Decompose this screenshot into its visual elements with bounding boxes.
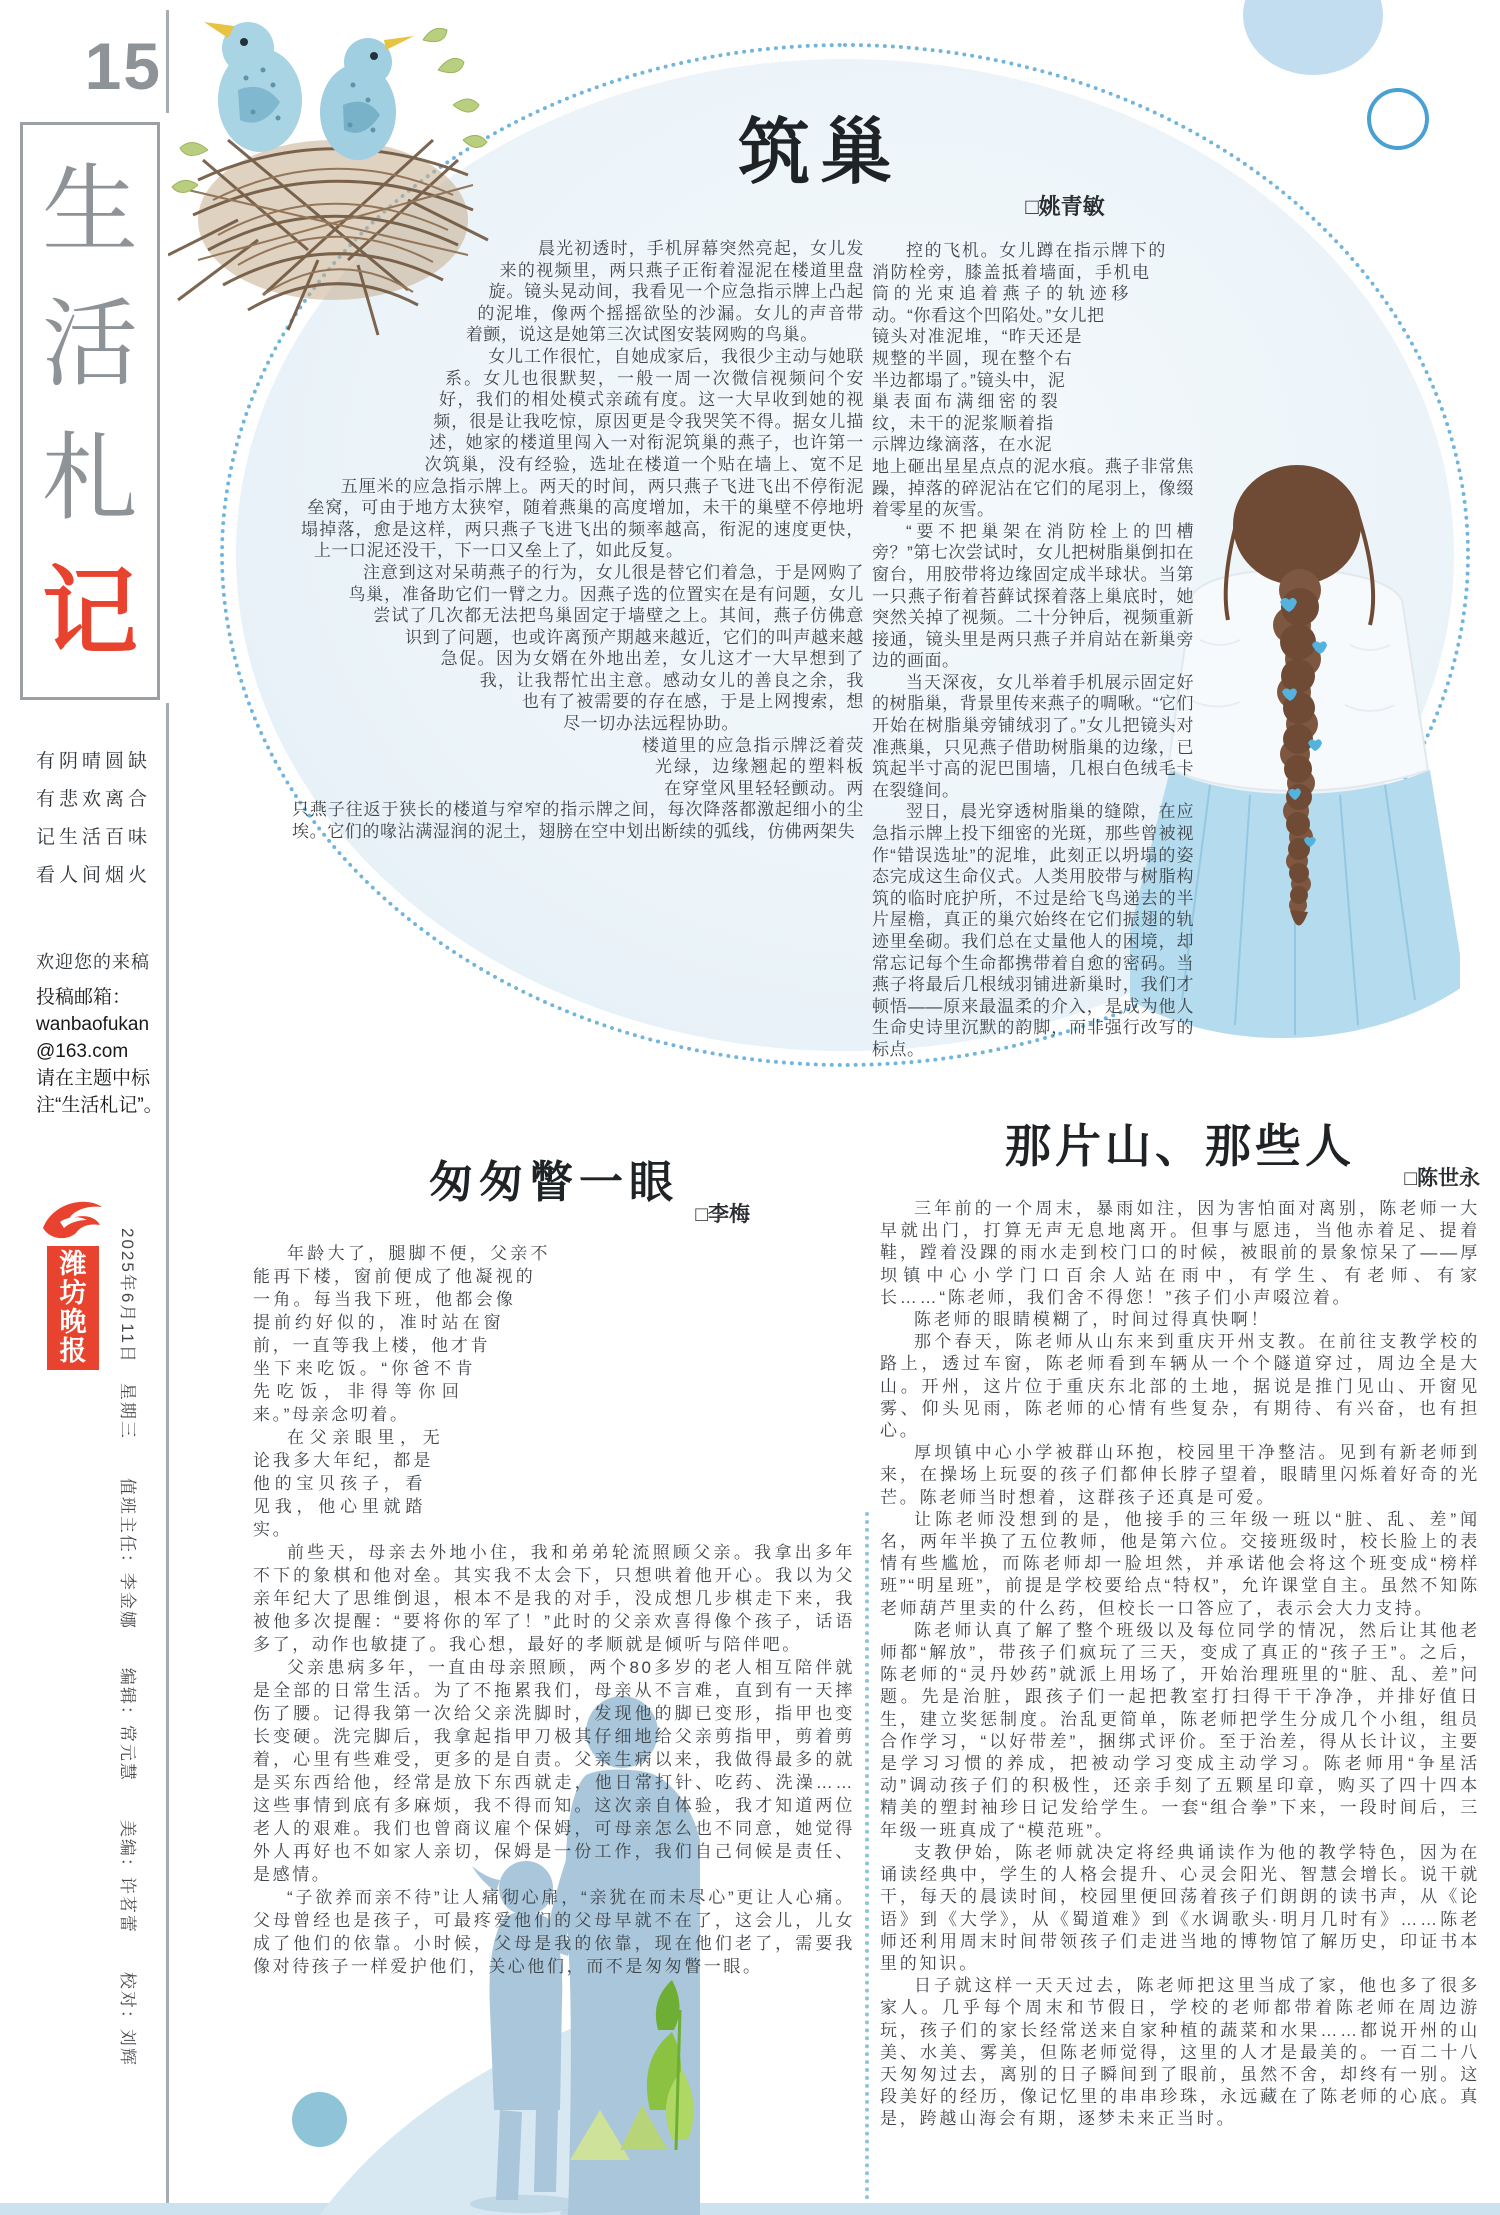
contribution-line: 注“生活札记”。 [36,1095,163,1116]
section-title-box [20,122,160,700]
article2-body [253,1242,855,2028]
article3-author: □陈世永 [1404,1167,1480,1190]
paragraph: 让陈老师没想到的是，他接手的三年级一班以“脏、乱、差”闻名，两年半换了五位教师，他是第六位。交接班级时，校长脸上的表情有些尴尬，而陈老师却一脸坦然，并承诺他会将这个班变成“榜样班”“明星班”，前提是学校要给点“特权”，允许课堂自主。虽然不知陈老师葫芦里卖的什么药，但校长一口答应了，表示会大力支持。 [880,1509,1480,1618]
slogan-line: 有悲欢离合 [36,788,152,810]
article1-author: □姚青敏 [1025,194,1105,219]
welcome-note: 欢迎您的来稿 [36,952,150,973]
decor-blue-ring [1367,88,1429,150]
article1-column2 [872,240,1194,1070]
brand-char: 晚 [59,1307,87,1338]
page-number: 15 [84,29,162,103]
contribution-info [36,984,168,1119]
contribution-line: 投稿邮箱： [36,987,132,1008]
paragraph: “要不把巢架在消防栓上的凹槽旁？”第七次尝试时，女儿把树脂巢倒扣在窗台，用胶带将边缘固定成半球状。当第一只燕子衔着苔藓试探着落上巢底时，她突然关掉了视频。二十分钟后，视频重新接通，镜头里是两只燕子并肩站在新巢旁边的画面。 [872,521,1194,671]
brand-char: 坊 [59,1278,87,1309]
paragraph: 楼道里的应急指示牌泛着荧光绿，边缘翘起的塑料板在穿堂风里轻轻颤动。两只燕子往返于狭长的楼道与窄窄的指示牌之间，每次降落都激起细小的尘埃。它们的喙沾满湿润的泥土，翅膀在空中划出断续的弧线，仿佛两架失 [292,735,864,842]
slogan-line: 看人间烟火 [36,864,152,886]
article3-body [880,1198,1480,2208]
girl-hair [1233,465,1361,585]
bird-left-icon [204,22,302,152]
contribution-email-1: wanbaofukan [36,1014,150,1035]
article1-column1 [292,238,864,1060]
paragraph: 陈老师的眼睛模糊了，时间过得真快啊！ [914,1310,1271,1330]
paragraph: 注意到这对呆萌燕子的行为，女儿很是替它们着急，于是网购了鸟巢，准备助它们一臂之力。因燕子选的位置实在是有问题，女儿尝试了几次都无法把鸟巢固定于墙壁之上。其间，燕子仿佛意识到了问题，也或许离预产期越来越近，它们的叫声越来越急促。因为女婿在外地出差，女儿这才一大早想到了我，让我帮忙出主意。感动女儿的善良之余，我也有了被需要的存在感，于是上网搜索，想尽一切办法远程协助。 [348,562,864,734]
date-and-staff-credits: 2025年6月11日 星期三 值班主任：李金娜 编辑：常元慧 美编：许茗蕾 校对：刘辉 [118,1228,137,2067]
article2-author: □李梅 [695,1203,750,1226]
contribution-line: 请在主题中标 [36,1068,151,1089]
section-char: 生 [42,154,138,266]
paragraph: 日子就这样一天天过去，陈老师把这里当成了家，他也多了很多家人。几乎每个周末和节假日，学校的老师都带着陈老师在周边游玩，孩子们的家长经常送来自家种植的蔬菜和水果……都说开州的山美、水美、雾美，但陈老师觉得，这里的人才是最美的。一百二十八天匆匆过去，离别的日子瞬间到了眼前，虽然不舍，却终有一别。这段美好的经历，像记忆里的串串珍珠，永远藏在了陈老师的心底。真是，跨越山海会有期，逐梦未来正当时。 [880,1976,1480,2129]
bird-right-icon [320,36,414,160]
paragraph: 当天深夜，女儿举着手机展示固定好的树脂巢，背景里传来燕子的啁啾。“它们开始在树脂巢旁铺绒羽了。”女儿把镜头对准燕巢，只见燕子借助树脂巢的边缘，已筑起半寸高的泥巴围墙，几根白色绒毛卡在裂缝间。 [872,672,1194,800]
brand-logo-icon [40,1194,104,1244]
paragraph: 三年前的一个周末，暴雨如注，因为害怕面对离别，陈老师一大早就出门，打算无声无息地离开。但事与愿违，当他赤着足、提着鞋，蹚着没踝的雨水走到校门口的时候，被眼前的景象惊呆了——厚坝镇中心小学门口百余人站在雨中，有学生、有老师、有家长……“陈老师，我们舍不得您！”孩子们小声啜泣着。 [880,1199,1480,1307]
paragraph: “子欲养而亲不待”让人痛彻心扉，“亲犹在而未尽心”更让人心痛。父母曾经也是孩子，可最疼爱他们的父母早就不在了，这会儿，儿女成了他们的依靠。小时候，父母是我的依靠，现在他们老了，需要我像对待孩子一样爱护他们，关心他们，而不是匆匆瞥一眼。 [253,1888,855,1976]
section-char: 活 [42,288,138,400]
paragraph: 支教伊始，陈老师就决定将经典诵读作为他的教学特色，因为在诵读经典中，学生的人格会提升、心灵会阳光、智慧会增长。说干就干，每天的晨读时间，校园里便回荡着孩子们朗朗的读书声，从《论语》到《大学》，从《蜀道难》到《水调歌头·明月几时有》……陈老师还利用周末时间带领孩子们走进当地的博物馆了解历史，印证书本里的知识。 [880,1842,1480,1973]
brand-name-box [47,1246,99,1370]
paragraph: 晨光初透时，手机屏幕突然亮起，女儿发来的视频里，两只燕子正衔着湿泥在楼道里盘旋。镜头晃动间，我看见一个应急指示牌上凸起的泥堆，像两个摇摇欲坠的沙漏。女儿的声音带着颤，说这是她第三次试图安装网购的鸟巢。 [465,239,864,345]
divider-line-top [166,10,169,113]
article3-title: 那片山、那些人 [1005,1120,1355,1172]
contribution-email-2: @163.com [36,1041,129,1062]
slogan-line: 有阴晴圆缺 [36,750,152,772]
brand-char: 潍 [59,1249,87,1280]
decor-blue-ellipse [1243,0,1383,75]
paragraph: 女儿工作很忙，自她成家后，我很少主动与她联系。女儿也很默契，一般一周一次微信视频问个安好，我们的相处模式亲疏有度。这一大早收到她的视频，很是让我吃惊，原因更是令我哭笑不得。据女儿描述，她家的楼道里闯入一对衔泥筑巢的燕子，也许第一次筑巢，没有经验，选址在楼道一个贴在墙上、宽不足五厘米的应急指示牌上。两天的时间，两只燕子飞进飞出不停衔泥垒窝，可由于地方太狭窄，随着燕巢的高度增加，未干的巢壁不停地坍塌掉落，愈是这样，两只燕子飞进飞出的频率越高，衔泥的速度更快，上一口泥还没干，下一口又垒上了，如此反复。 [300,346,864,561]
paragraph: 控的飞机。女儿蹲在指示牌下的消防栓旁，膝盖抵着墙面，手机电筒的光束追着燕子的轨迹移动。“你看这个凹陷处。”女儿把镜头对准泥堆，“昨天还是规整的半圆，现在整个右半边都塌了。”镜头中，泥巢表面布满细密的裂纹，未干的泥浆顺着指示牌边缘滴落，在水泥地上砸出星星点点的泥水痕。燕子非常焦躁，掉落的碎泥沾在它们的尾羽上，像缀着零星的灰雪。 [872,241,1194,520]
article2-title: 匆匆瞥一眼 [429,1158,679,1207]
paragraph: 前些天，母亲去外地小住，我和弟弟轮流照顾父亲。我拿出多年不下的象棋和他对垒。其实我不太会下，只想哄着他开心。我以为父亲年纪大了思维倒退，根本不是我的对手，没成想几步棋走下来，我被他多次提醒：“要将你的军了！”此时的父亲欢喜得像个孩子，话语多了，动作也敏捷了。我心想，最好的孝顺就是倾听与陪伴吧。 [253,1543,855,1654]
paragraph: 翌日，晨光穿透树脂巢的缝隙，在应急指示牌上投下细密的光斑，那些曾被视作“错误选址”的泥堆，此刻正以坍塌的姿态完成这生命仪式。人类用胶带与树脂构筑的临时庇护所，不过是给飞鸟递去的半片屋檐，真正的巢穴始终在它们振翅的轨迹里垒砌。我们总在丈量他人的困境，却常忘记每个生命都携带着自愈的密码。当燕子将最后几根绒羽铺进新巢时，我们才顿悟——原来最温柔的介入，是成为他人生命史诗里沉默的韵脚，而非强行改写的标点。 [872,802,1194,1059]
paragraph: 厚坝镇中心小学被群山环抱，校园里干净整洁。见到有新老师到来，在操场上玩耍的孩子们都伸长脖子望着，眼睛里闪烁着好奇的光芒。陈老师当时想着，这群孩子还真是可爱。 [880,1443,1480,1507]
section-slogan [36,742,160,894]
article-dotted-divider [865,1512,869,2200]
paragraph: 年龄大了，腿脚不便，父亲不能再下楼，窗前便成了他凝视的一角。每当我下班，他都会像提前约好似的，准时站在窗前，一直等我上楼，他才肯坐下来吃饭。“你爸不肯先吃饭，非得等你回来。”母亲念叨着。 [253,1244,551,1424]
paragraph: 那个春天，陈老师从山东来到重庆开州支教。在前往支教学校的路上，透过车窗，陈老师看到车辆从一个个隧道穿过，周边全是大山。开州，这片位于重庆东北部的土地，据说是推门见山、开窗见雾、仰头见雨，陈老师的心情有些复杂，有期待、有兴奋，也有担心。 [880,1332,1480,1441]
paragraph: 父亲患病多年，一直由母亲照顾，两个80多岁的老人相互陪伴就是全部的日常生活。为了不拖累我们，母亲从不言难，直到有一天摔伤了腰。记得我第一次给父亲洗脚时，发现他的脚已变形，指甲也变长变硬。洗完脚后，我拿起指甲刀极其仔细地给父亲剪指甲，剪着剪着，心里有些难受，更多的是自责。父亲生病以来，我做得最多的就是买东西给他，经常是放下东西就走，他日常打针、吃药、洗澡……这些事情到底有多麻烦，我不得而知。这次亲自体验，我才知道两位老人的艰难。我们也曾商议雇个保姆，可母亲怎么也不同意，她觉得外人再好也不如家人亲切，保姆是一份工作，我们自己伺候是责任、是感情。 [253,1658,855,1884]
paragraph: 陈老师认真了解了整个班级以及每位同学的情况，然后让其他老师都“解放”，带孩子们疯玩了三天，变成了真正的“孩子王”。之后，陈老师的“灵丹妙药”就派上用场了，开始治理班里的“脏、乱、差”问题。先是治脏，跟孩子们一起把教室打扫得干干净净，并排好值日生，建立奖惩制度。治乱更简单，陈老师把学生分成几个小组，组员合作学习，“以好带差”，捆绑式评价。至于治差，得从长计议，主要是学习习惯的养成，把被动学习变成主动学习。陈老师用“争星活动”调动孩子们的积极性，还亲手刻了五颗星印章，购买了四十四本精美的塑封袖珍日记发给学生。一套“组合拳”下来，一段时间后，三年级一班真成了“模范班”。 [880,1620,1480,1840]
article1-title: 筑巢 [737,113,902,193]
section-char: 札 [42,422,138,534]
section-char-red: 记 [42,555,138,668]
slogan-line: 记生活百味 [36,826,152,848]
divider-line-main [166,703,169,2203]
brand-char: 报 [59,1336,87,1367]
paragraph: 在父亲眼里，无论我多大年纪，都是他的宝贝孩子，看见我，他心里就踏实。 [253,1428,443,1539]
